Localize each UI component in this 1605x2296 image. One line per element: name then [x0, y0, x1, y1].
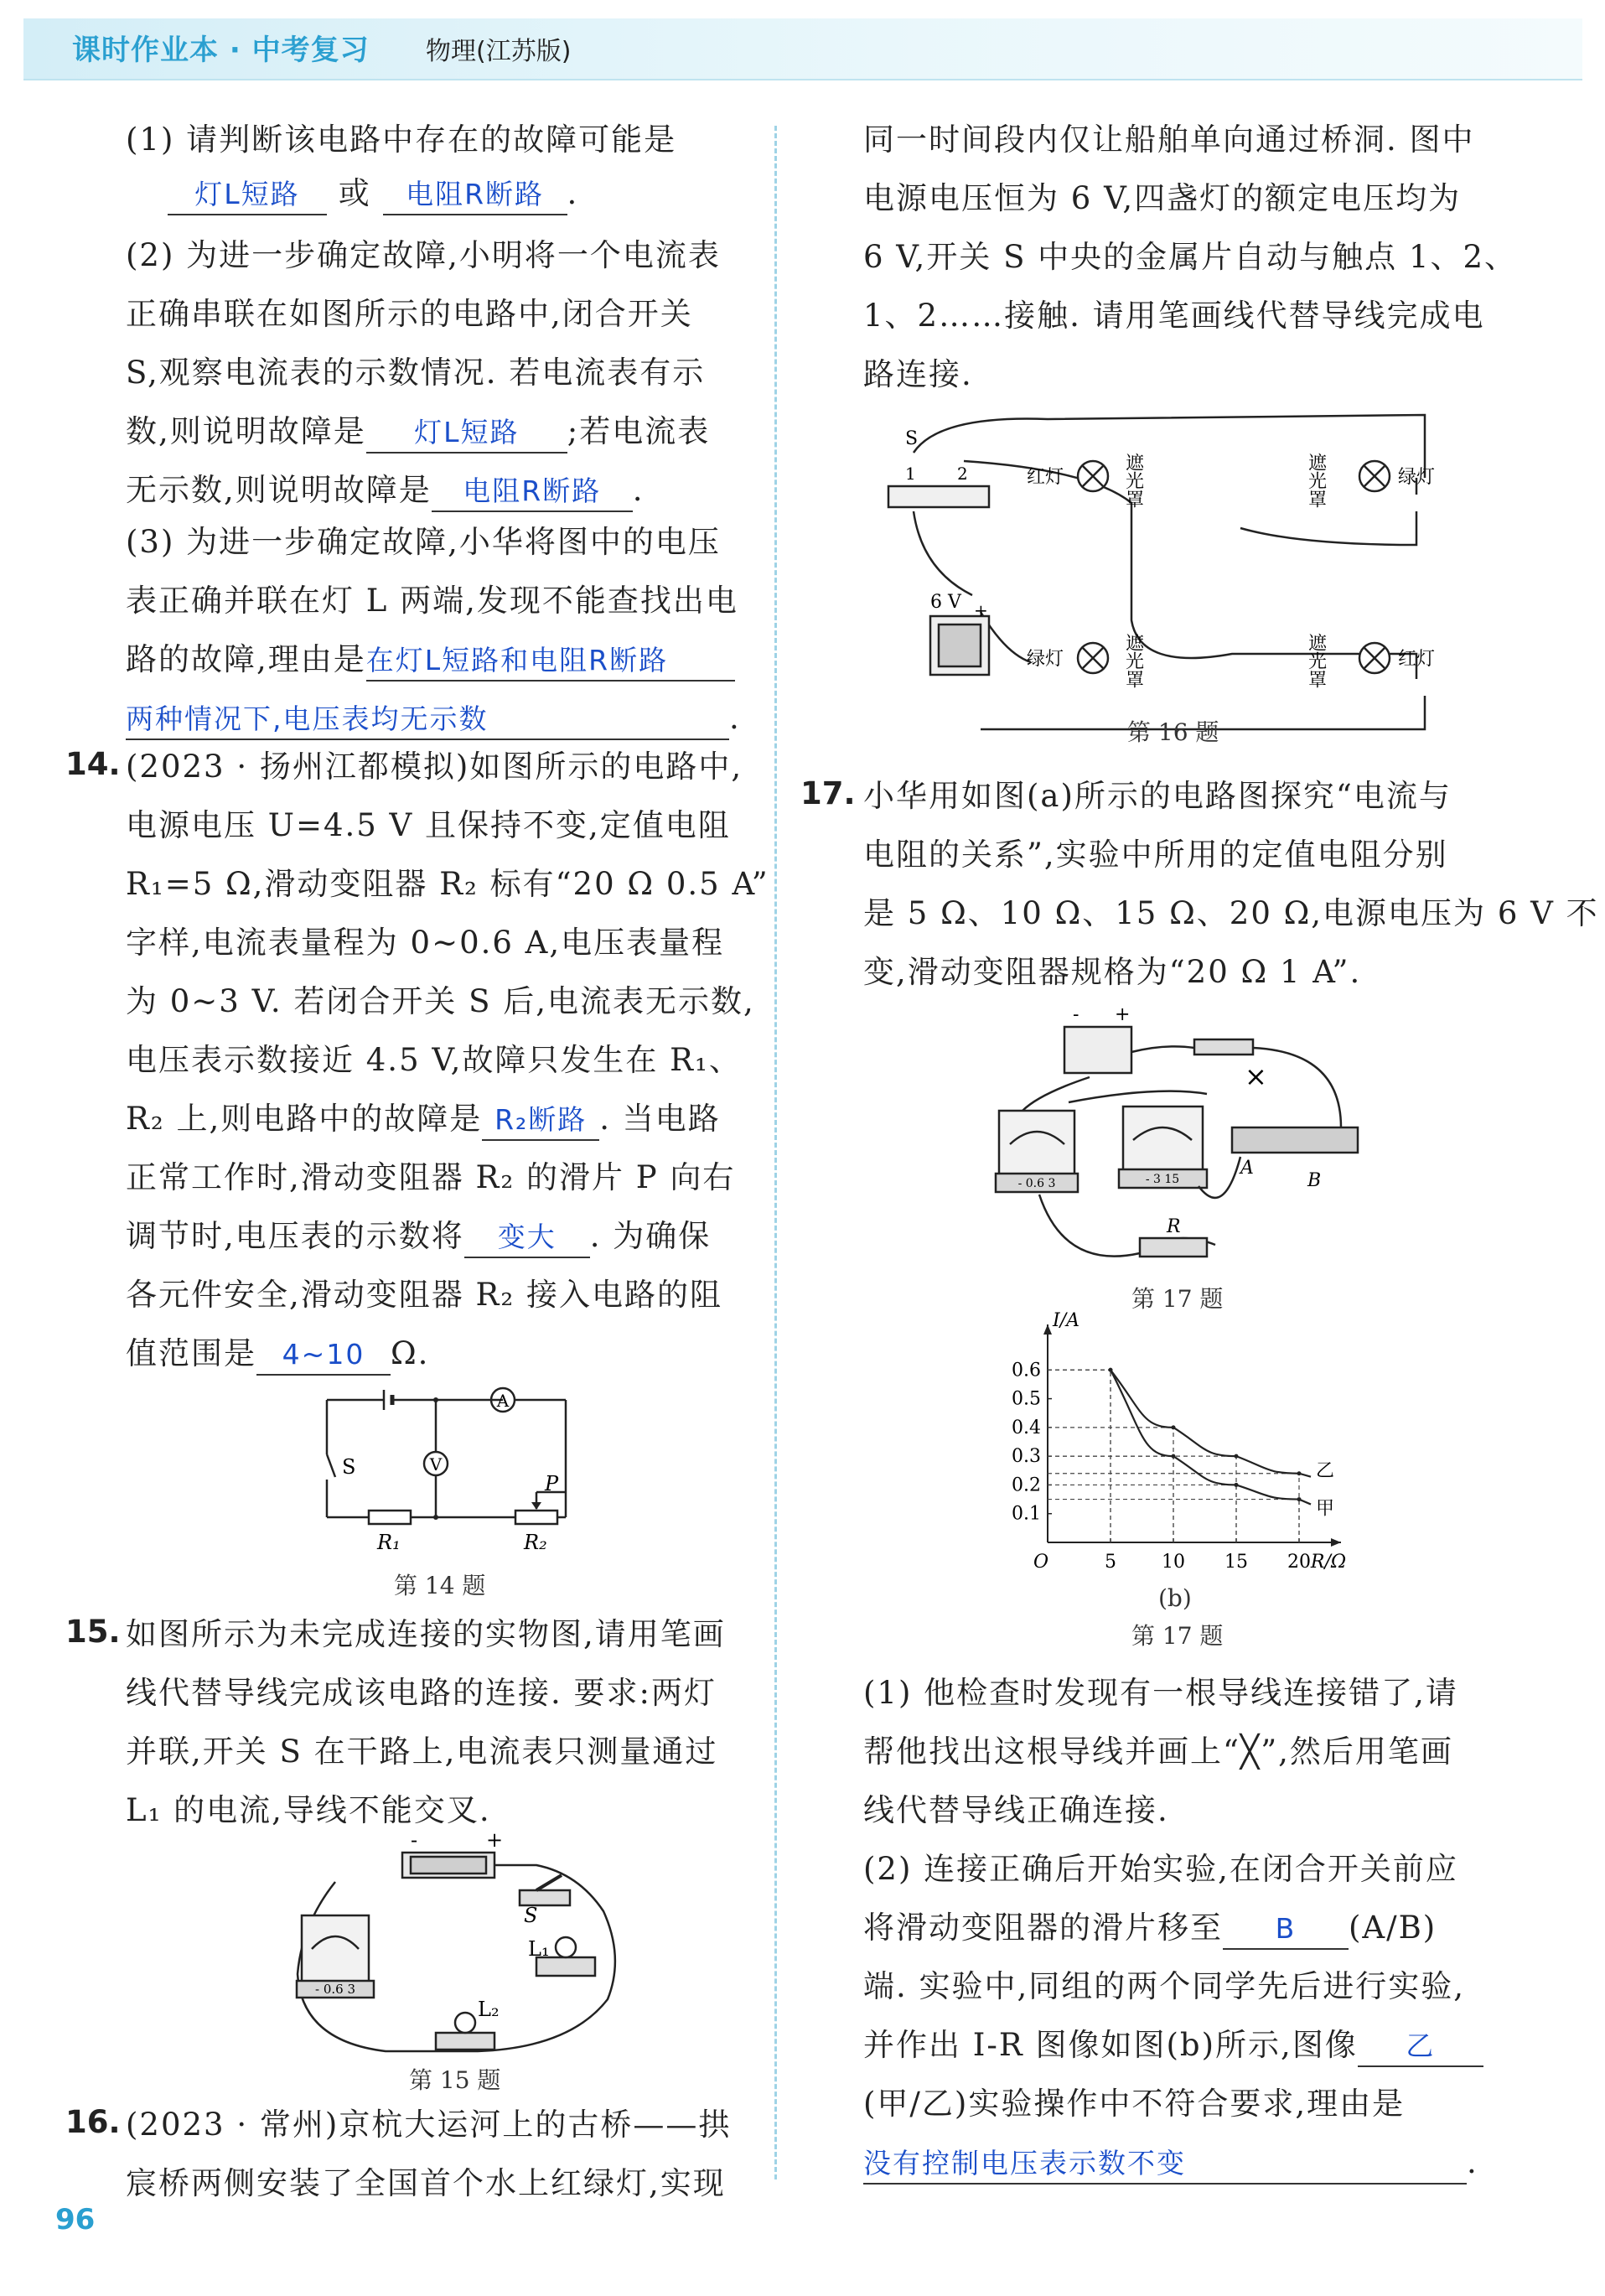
- q17-wrong-wire-mark: ×: [1245, 1060, 1267, 1092]
- q14-r1-label: R₁: [377, 1531, 401, 1554]
- x-tick-label: 20: [1287, 1552, 1311, 1573]
- q13-part1: (1) 请判断该电路中存在的故障可能是: [126, 122, 677, 158]
- q16-circuit-diagram: [880, 402, 1467, 746]
- page-header: [23, 18, 1582, 80]
- q13-answer-1b: 电阻R断路: [383, 175, 567, 215]
- q16-red-lamp-bottom: 红灯: [1398, 649, 1436, 670]
- y-axis-arrow: [1043, 1324, 1052, 1335]
- data-point: [1297, 1497, 1302, 1501]
- q15-ammeter-terminals: - 0.6 3: [314, 1982, 356, 1997]
- series-label: 乙: [1316, 1460, 1335, 1482]
- q14-circuit-diagram: [302, 1375, 587, 1568]
- chart-x-label: R/Ω: [1310, 1552, 1347, 1573]
- q15-physical-diagram: [285, 1828, 637, 2066]
- q14-slider-label: P: [545, 1472, 559, 1495]
- data-point: [1109, 1368, 1113, 1372]
- q16-green-lamp-top: 绿灯: [1398, 467, 1436, 488]
- y-tick-label: 0.3: [1012, 1446, 1041, 1468]
- chart-origin-label: O: [1033, 1552, 1049, 1573]
- y-tick-label: 0.1: [1012, 1503, 1041, 1525]
- q17-resistor-label: R: [1167, 1216, 1181, 1237]
- q14-switch-label: S: [342, 1455, 356, 1479]
- series-label: 甲: [1316, 1498, 1335, 1520]
- data-point: [1235, 1483, 1239, 1487]
- y-tick-label: 0.4: [1012, 1417, 1041, 1438]
- page-number: 96: [55, 2203, 96, 2236]
- q17-ammeter-terminals: - 0.6 3: [1017, 1177, 1056, 1190]
- q15-battery-plus: +: [486, 1828, 504, 1852]
- q16-body-right: 同一时间段内仅让船舶单向通过桥洞. 图中 电源电压恒为 6 V,四盏灯的额定电压均为 6 V,开关 S 中央的金属片自动与触点 1、2、 1、2……接触. 请用笔画线代替导线完成电 路连接.: [863, 122, 1518, 392]
- q16-shade-2: 遮光罩: [1305, 453, 1327, 508]
- q14-answer-3: 4~10: [256, 1335, 391, 1376]
- q16-battery-plus: +: [974, 600, 988, 620]
- q14-body: (2023 · 扬州江都模拟)如图所示的电路中, 电源电压 U=4.5 V 且保持不变,定值电阻 R₁=5 Ω,滑动变阻器 R₂ 标有“20 Ω 0.5 A” 字样,电流表量程为 0~0.6 A,电压表量程 为 0~3 V. 若闭合开关 S 后,电流表无示数, 电压表示数接近 4.5 V,故障只发生在 R₁、 R₂ 上,则电路中的故障是 R₂断路 . 当电路 正常工作时,滑动变阻器 R₂ 的滑片 P 向右 调节时,电压表的示数将 变大 . 为确保 各元件安全,滑动变阻器 R₂ 接入电路的阻 值范围是 4~10 Ω.: [126, 738, 769, 1383]
- chart-y-label: I/A: [1053, 1310, 1079, 1331]
- q14-voltmeter-label: V: [429, 1454, 443, 1475]
- q17-part2: (2) 连接正确后开始实验,在闭合开关前应 将滑动变阻器的滑片移至 B (A/B) 端. 实验中,同组的两个同学先后进行实验, 并作出 I-R 图像如图(b)所示,图像 乙 (甲/乙)实验操作中不符合要求,理由是 没有控制电压表示数不变 .: [863, 1840, 1483, 2192]
- y-tick-label: 0.5: [1012, 1388, 1041, 1410]
- q15-number: 15.: [65, 1614, 121, 1650]
- q16-shade-3: 遮光罩: [1122, 633, 1144, 688]
- q17-terminal-a: A: [1240, 1158, 1254, 1179]
- header-subject: 物理(江苏版): [426, 37, 572, 66]
- q14-r2-label: R₂: [524, 1531, 547, 1554]
- chart-marks: [1048, 1368, 1334, 1542]
- q16-contact-1: 1: [905, 464, 916, 484]
- q17-number: 17.: [800, 775, 856, 811]
- q14-answer-1: R₂断路: [482, 1101, 599, 1141]
- q17-answer-1: B: [1223, 1910, 1349, 1950]
- q17-voltmeter-terminals: - 3 15: [1145, 1173, 1180, 1186]
- q17-caption-a: 第 17 题: [1131, 1285, 1224, 1313]
- q17-terminal-b: B: [1307, 1170, 1322, 1191]
- y-tick-label: 0.6: [1012, 1360, 1041, 1381]
- q16-green-lamp-bottom: 绿灯: [1027, 649, 1064, 670]
- q16-switch-label: S: [905, 428, 919, 449]
- q17-caption-b: 第 17 题: [1131, 1622, 1224, 1650]
- q14-ammeter-label: A: [496, 1391, 510, 1411]
- q17-answer-3: 没有控制电压表示数不变: [863, 2144, 1467, 2185]
- chart-axes: [1012, 1310, 1346, 1573]
- q13-part1-answers: 灯L短路 或 电阻R断路 .: [168, 164, 578, 223]
- q14-number: 14.: [65, 746, 121, 782]
- q16-battery-label: 6 V: [930, 592, 961, 613]
- x-tick-label: 10: [1162, 1552, 1185, 1573]
- data-point: [1172, 1425, 1176, 1429]
- y-tick-label: 0.2: [1012, 1475, 1041, 1496]
- q17-answer-2: 乙: [1358, 2027, 1483, 2067]
- q16-contact-2: 2: [957, 464, 968, 484]
- q13-answer-1a: 灯L短路: [168, 175, 327, 215]
- q17-body: 小华用如图(a)所示的电路图探究“电流与 电阻的关系”,实验中所用的定值电阻分别 是 5 Ω、10 Ω、15 Ω、20 Ω,电源电压为 6 V 不 变,滑动变阻器规格为“20 Ω 1 A”.: [863, 778, 1599, 990]
- q16-shade-1: 遮光罩: [1122, 453, 1144, 508]
- q13-answer-3-line2: 两种情况下,电压表均无示数: [126, 700, 729, 740]
- q15-l2-label: L₂: [478, 1998, 500, 2021]
- data-point: [1235, 1454, 1239, 1459]
- q17-part1: (1) 他检查时发现有一根导线连接错了,请 帮他找出这根导线并画上“╳”,然后用笔画 线代替导线正确连接.: [863, 1675, 1458, 1828]
- q16-shade-4: 遮光罩: [1305, 633, 1327, 688]
- q15-l1-label: L₁: [528, 1937, 550, 1961]
- q16-number: 16.: [65, 2104, 121, 2140]
- data-point: [1297, 1471, 1302, 1475]
- x-tick-label: 5: [1105, 1552, 1116, 1573]
- column-divider: [774, 126, 777, 2179]
- q15-battery-minus: -: [411, 1828, 418, 1852]
- x-tick-label: 15: [1224, 1552, 1248, 1573]
- q15-switch-label: S: [524, 1904, 538, 1927]
- q17-caption-b-sub: (b): [1158, 1584, 1192, 1612]
- data-point: [1172, 1454, 1176, 1459]
- q14-answer-2: 变大: [464, 1218, 590, 1258]
- q15-body: 如图所示为未完成连接的实物图,请用笔画 线代替导线完成该电路的连接. 要求:两灯 并联,开关 S 在干路上,电流表只测量通过 L₁ 的电流,导线不能交叉.: [126, 1616, 726, 1828]
- header-brand: 课时作业本 · 中考复习: [72, 34, 370, 67]
- q13-answer-3-line1: 在灯L短路和电阻R断路: [366, 641, 735, 682]
- q17-physical-diagram: [989, 1002, 1375, 1278]
- q17-battery-minus: -: [1073, 1004, 1079, 1025]
- q13-answer-2b: 电阻R断路: [432, 472, 633, 512]
- q17-ir-chart: [997, 1310, 1366, 1593]
- series-curve-jia: [1111, 1370, 1311, 1504]
- series-curve-yi: [1111, 1370, 1311, 1476]
- q13-part3: (3) 为进一步确定故障,小华将图中的电压 表正确并联在灯 L 两端,发现不能查找出电 路的故障,理由是在灯L短路和电阻R断路 两种情况下,电压表均无示数 .: [126, 513, 741, 748]
- q13-part2: (2) 为进一步确定故障,小明将一个电流表 正确串联在如图所示的电路中,闭合开关 S,观察电流表的示数情况. 若电流表有示 数,则说明故障是 灯L短路 ;若电流表 无示数,则说明故障是 电阻R断路 .: [126, 226, 721, 520]
- q16-red-lamp-top: 红灯: [1027, 467, 1064, 488]
- x-axis-arrow: [1331, 1538, 1341, 1547]
- q17-battery-plus: +: [1115, 1004, 1131, 1025]
- q16-body-left: (2023 · 常州)京杭大运河上的古桥——拱 宸桥两侧安装了全国首个水上红绿灯,实现: [126, 2107, 732, 2201]
- q14-caption: 第 14 题: [394, 1572, 486, 1599]
- q13-answer-2a: 灯L短路: [366, 413, 567, 453]
- q15-caption: 第 15 题: [409, 2066, 501, 2094]
- q16-caption: 第 16 题: [1127, 718, 1219, 746]
